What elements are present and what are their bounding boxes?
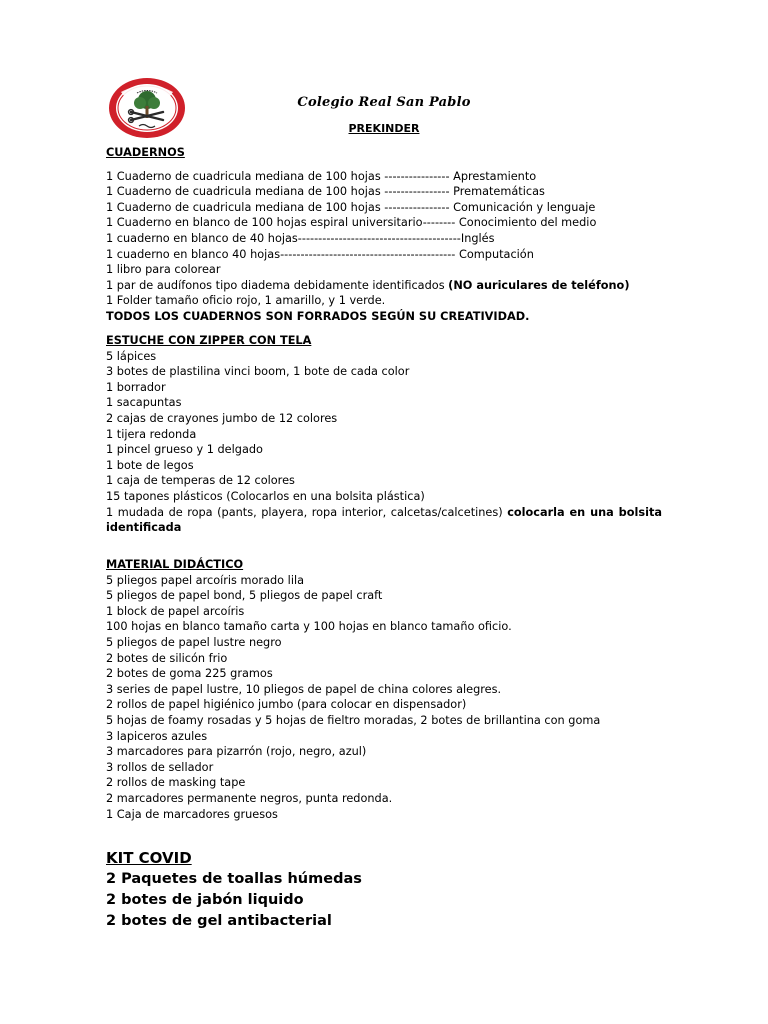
school-name: Colegio Real San Pablo <box>297 95 471 110</box>
list-item: 2 botes de goma 225 gramos <box>106 667 273 681</box>
list-item: 1 bote de legos <box>106 458 194 472</box>
list-item <box>106 278 662 294</box>
section-heading: CUADERNOS <box>106 146 185 159</box>
section-cuadernos <box>106 145 662 325</box>
list-item: 3 lapiceros azules <box>106 729 208 743</box>
section-heading: KIT COVID <box>106 849 192 867</box>
list-item: 3 rollos de sellador <box>106 760 214 774</box>
list-item: 2 rollos de papel higiénico jumbo (para colocar en dispensador) <box>106 698 467 712</box>
list-item: 1 Cuaderno en blanco de 100 hojas espiral universitario-------- Conocimiento del medio <box>106 216 597 230</box>
list-item: 3 series de papel lustre, 10 pliegos de papel de china colores alegres. <box>106 682 502 696</box>
list-item: 1 libro para colorear <box>106 263 221 277</box>
list-item: 2 botes de jabón liquido <box>106 892 304 908</box>
list-item: 5 lápices <box>106 349 157 363</box>
section-estuche <box>106 333 662 536</box>
list-item: 2 Paquetes de toallas húmedas <box>106 871 362 887</box>
list-item: 1 sacapuntas <box>106 396 182 410</box>
list-item: 5 pliegos papel arcoíris morado lila <box>106 573 305 587</box>
list-item: 2 rollos de masking tape <box>106 776 246 790</box>
note-text: TODOS LOS CUADERNOS SON FORRADOS SEGÚN SU CREATIVIDAD. <box>106 309 530 323</box>
list-item: 1 pincel grueso y 1 delgado <box>106 443 263 457</box>
list-item: 3 marcadores para pizarrón (rojo, negro, azul) <box>106 745 367 759</box>
list-item: 1 Folder tamaño oficio rojo, 1 amarillo, y 1 verde. <box>106 294 386 308</box>
list-item: 1 borrador <box>106 380 166 394</box>
list-item: 1 block de papel arcoíris <box>106 604 245 618</box>
list-item: 1 cuaderno en blanco 40 hojas------------------------------------------- Computación <box>106 247 534 261</box>
list-item: 3 botes de plastilina vinci boom, 1 bote de cada color <box>106 365 410 379</box>
section-material <box>106 557 662 822</box>
list-item: 1 tijera redonda <box>106 427 197 441</box>
section-heading: MATERIAL DIDÁCTICO <box>106 558 244 571</box>
section-heading: ESTUCHE CON ZIPPER CON TELA <box>106 334 312 347</box>
section-kit-covid <box>106 848 662 932</box>
item-text: 1 par de audífonos tipo diadema debidamente identificados <box>106 278 449 292</box>
list-item: 15 tapones plásticos (Colocarlos en una bolsita plástica) <box>106 489 425 503</box>
item-text: 1 mudada de ropa (pants, playera, ropa interior, calcetas/calcetines) <box>106 505 508 519</box>
list-item: 100 hojas en blanco tamaño carta y 100 hojas en blanco tamaño oficio. <box>106 620 512 634</box>
list-item: 5 pliegos de papel bond, 5 pliegos de papel craft <box>106 589 383 603</box>
list-item: 2 botes de gel antibacterial <box>106 913 332 929</box>
item-emphasis: (NO auriculares de teléfono) <box>448 278 630 292</box>
list-item: 1 Cuaderno de cuadricula mediana de 100 hojas ---------------- Prematemáticas <box>106 185 545 199</box>
list-item: 2 cajas de crayones jumbo de 12 colores <box>106 411 338 425</box>
list-item: 2 marcadores permanente negros, punta redonda. <box>106 791 393 805</box>
list-item: 5 pliegos de papel lustre negro <box>106 635 282 649</box>
item-emphasis: colocarla en una bolsita identificada <box>106 505 662 535</box>
list-item: 5 hojas de foamy rosadas y 5 hojas de fieltro moradas, 2 botes de brillantina con goma <box>106 713 601 727</box>
list-item: 1 Cuaderno de cuadricula mediana de 100 hojas ---------------- Aprestamiento <box>106 169 537 183</box>
list-item: 1 Cuaderno de cuadricula mediana de 100 hojas ---------------- Comunicación y lenguaje <box>106 200 596 214</box>
list-item: 2 botes de silicón frio <box>106 651 228 665</box>
list-item: 1 Caja de marcadores gruesos <box>106 807 278 821</box>
list-item: 1 cuaderno en blanco de 40 hojas----------------------------------------Inglés <box>106 231 495 245</box>
grade-title: PREKINDER <box>348 122 420 135</box>
list-item <box>106 505 662 536</box>
list-item: 1 caja de temperas de 12 colores <box>106 474 295 488</box>
